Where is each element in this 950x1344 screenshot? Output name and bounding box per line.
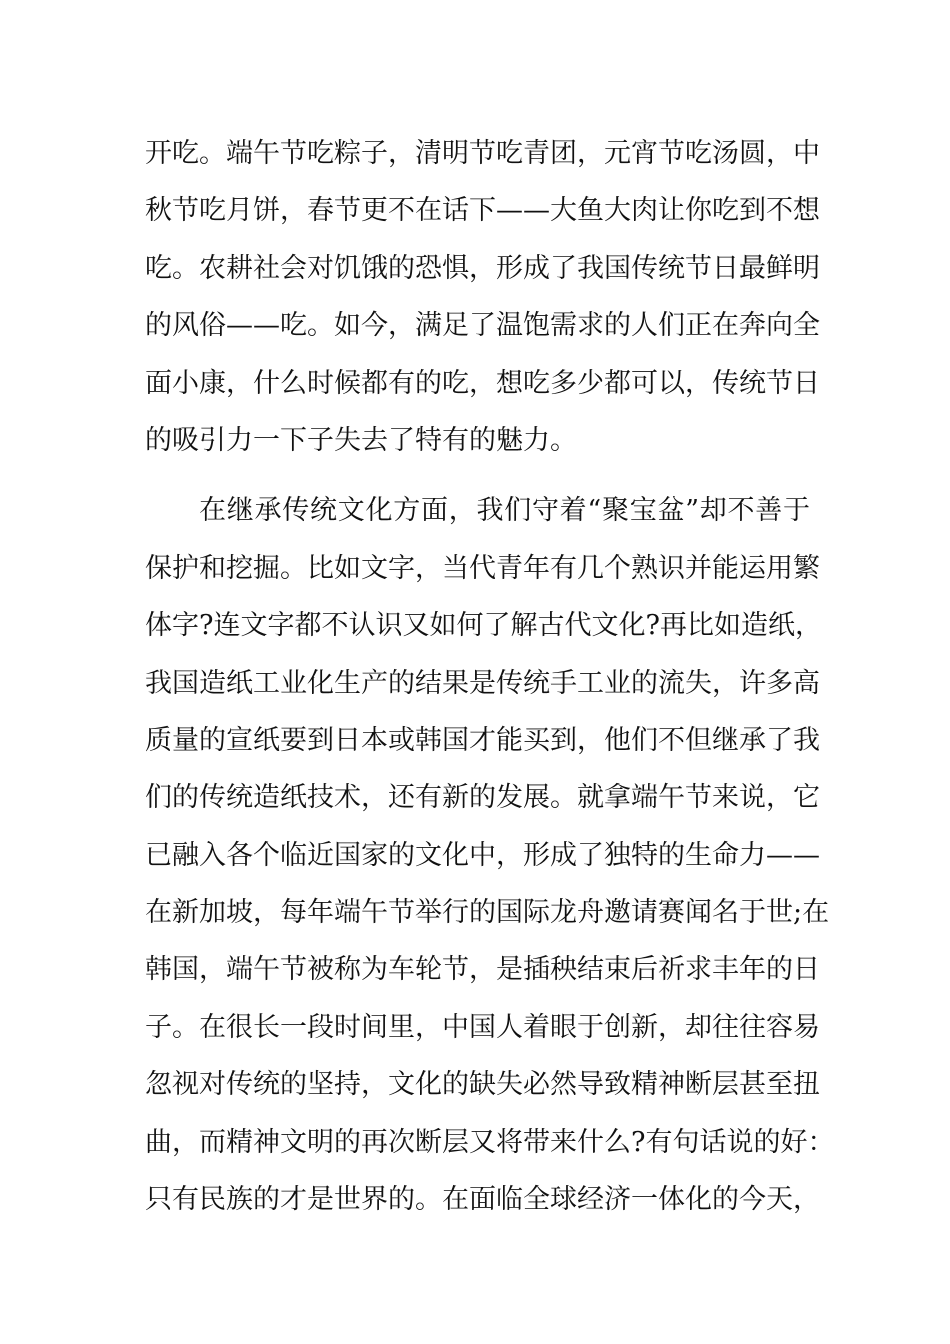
text-line: 在继承传统文化方面，我们守着“聚宝盆”却不善于 [199,495,810,527]
text-line: 我国造纸工业化生产的结果是传统手工业的流失，许多高 [145,667,820,699]
text-line: 保护和挖掘。比如文字，当代青年有几个熟识并能运用繁 [145,552,820,584]
text-line: 在新加坡，每年端午节举行的国际龙舟邀请赛闻名于世;在 [145,897,830,929]
text-line: 曲，而精神文明的再次断层又将带来什么?有句话说的好： [145,1126,835,1158]
text-line: 吃。农耕社会对饥饿的恐惧，形成了我国传统节日最鲜明 [145,252,820,284]
text-line: 开吃。端午节吃粽子，清明节吃青团，元宵节吃汤圆，中 [145,138,820,169]
text-line: 已融入各个临近国家的文化中，形成了独特的生命力—— [145,839,820,871]
text-line: 子。在很长一段时间里，中国人着眼于创新，却往往容易 [145,1011,820,1043]
text-line: 体字?连文字都不认识又如何了解古代文化?再比如造纸， [145,610,822,642]
text-line: 的风俗——吃。如今，满足了温饱需求的人们正在奔向全 [145,310,820,342]
text-line: 面小康，什么时候都有的吃，想吃多少都可以，传统节日 [145,367,820,399]
text-line: 韩国，端午节被称为车轮节，是插秧结束后祈求丰年的日 [145,954,820,986]
text-line: 忽视对传统的坚持，文化的缺失必然导致精神断层甚至扭 [145,1069,820,1101]
paragraph-spacer [145,469,810,482]
text-line: 的吸引力一下子失去了特有的魅力。 [145,424,577,456]
text-line: 们的传统造纸技术，还有新的发展。就拿端午节来说，它 [145,782,820,814]
paragraph-2 [145,482,835,1228]
text-line: 秋节吃月饼，春节更不在话下——大鱼大肉让你吃到不想 [145,195,820,227]
paragraph-1 [145,125,820,469]
text-line: 只有民族的才是世界的。在面临全球经济一体化的今天， [145,1184,820,1216]
text-line: 质量的宣纸要到日本或韩国才能买到，他们不但继承了我 [145,724,820,756]
body-text [145,125,835,1228]
